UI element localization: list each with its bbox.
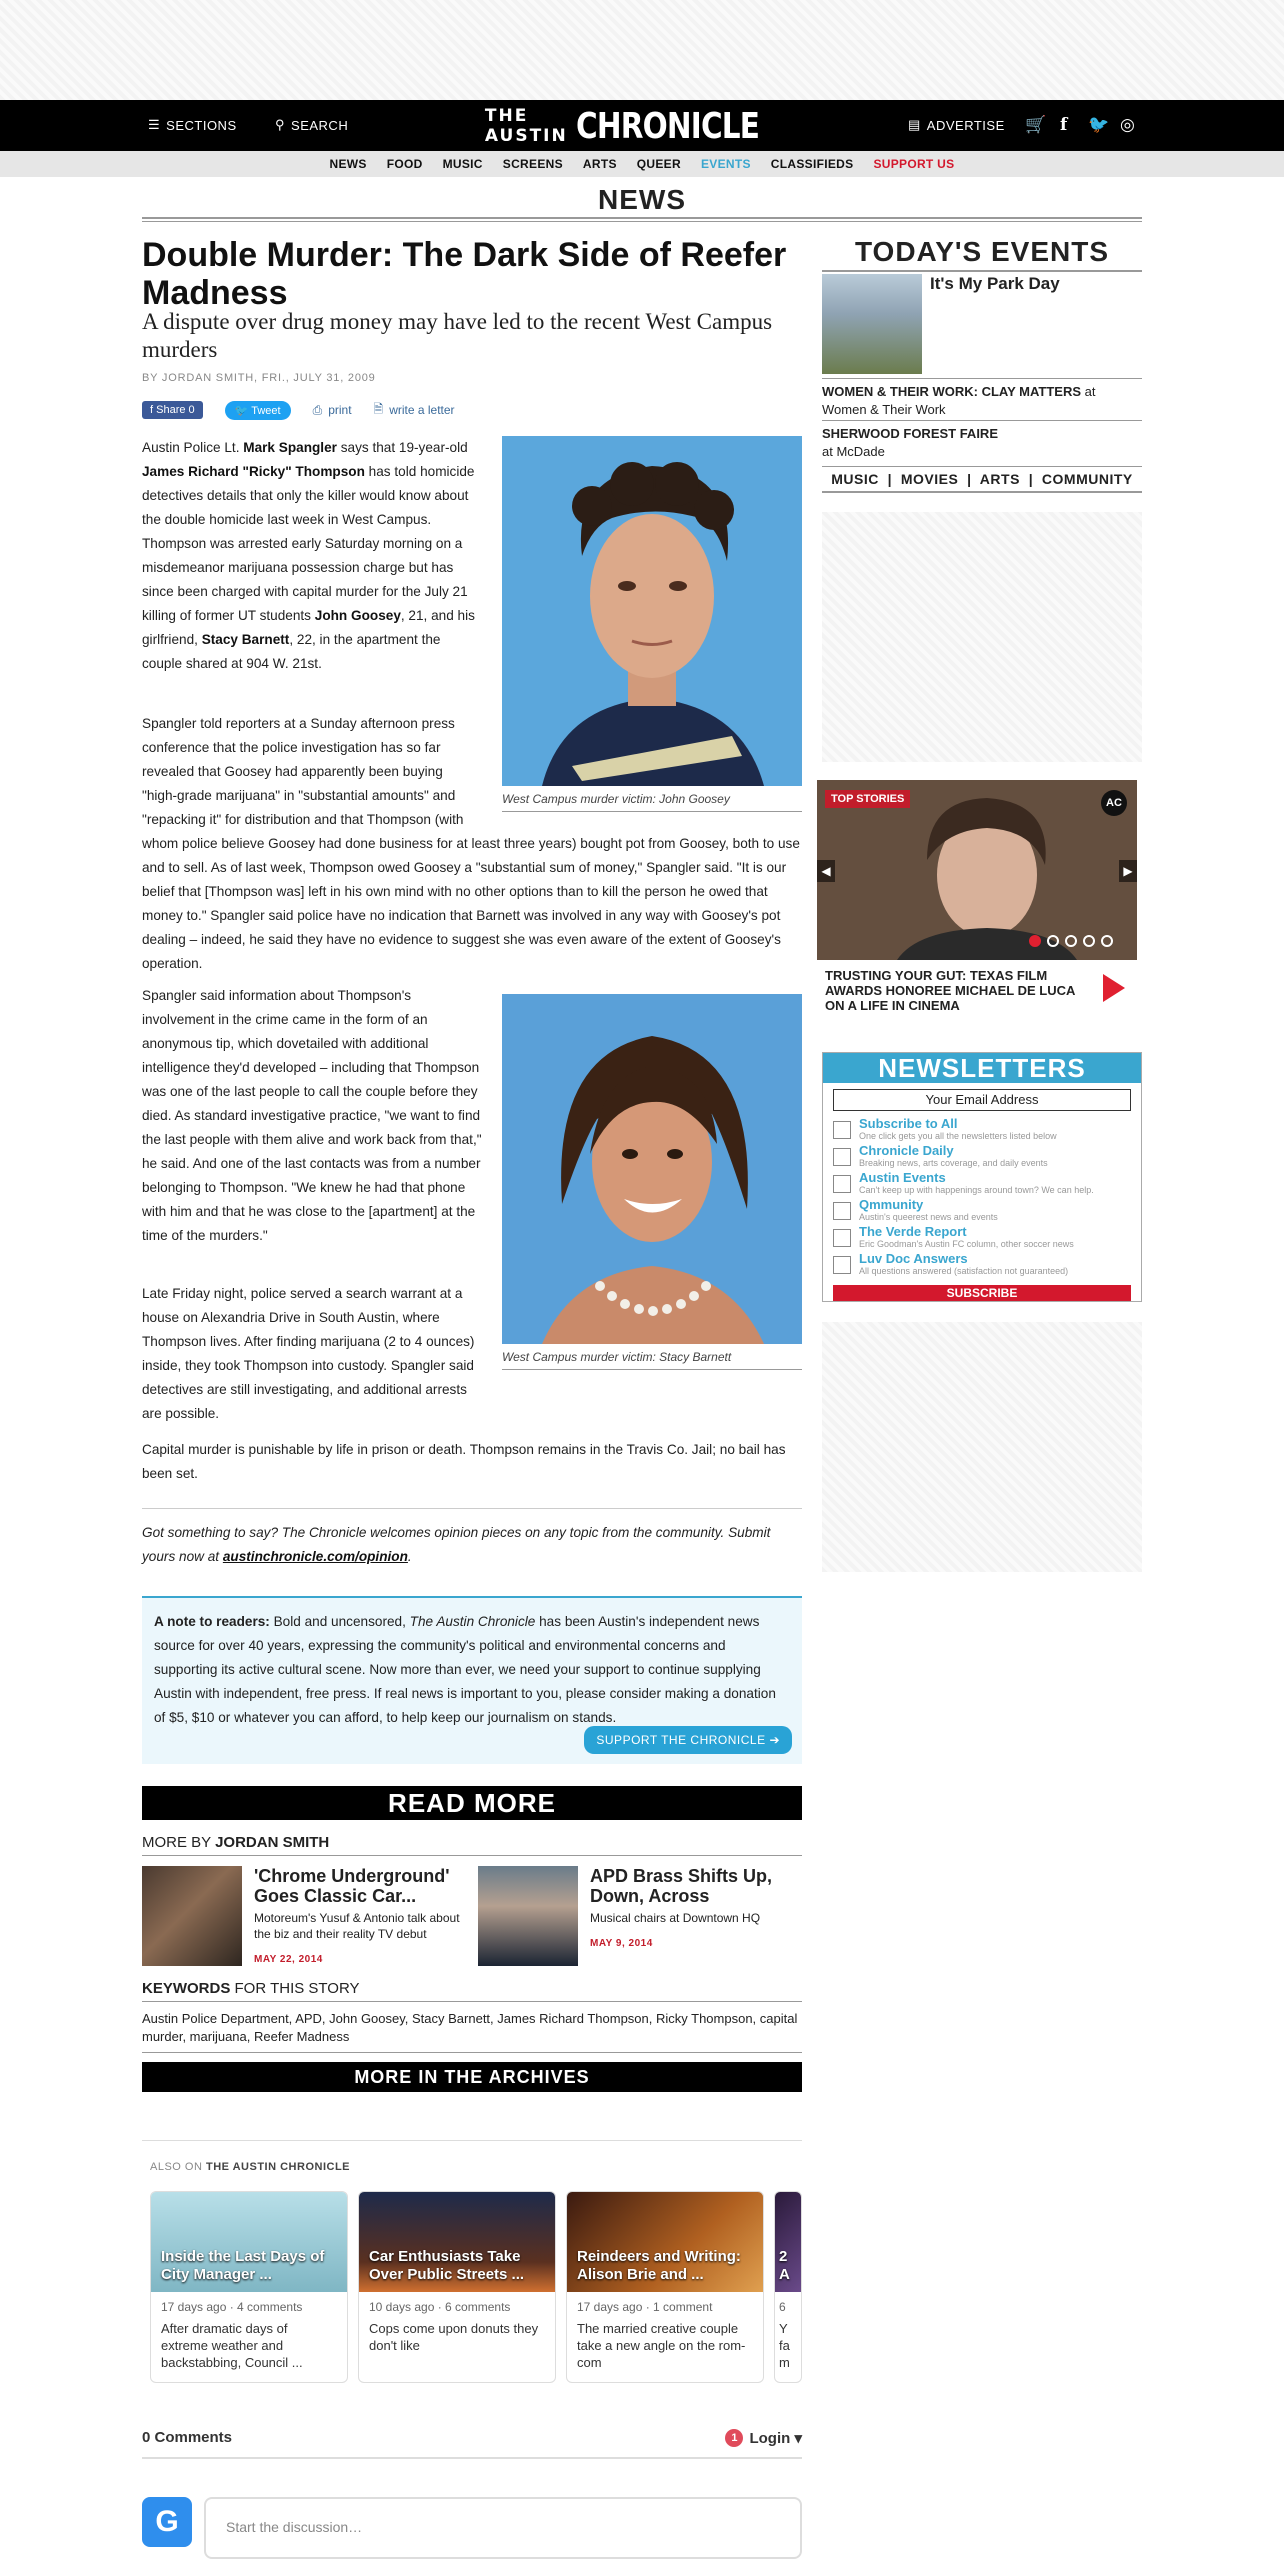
nav-arts[interactable]: ARTS: [582, 157, 617, 171]
newsletters-heading: NEWSLETTERS: [823, 1053, 1141, 1083]
top-story-title[interactable]: TRUSTING YOUR GUT: TEXAS FILM AWARDS HONOREE MICHAEL DE LUCA ON A LIFE IN CINEMA: [825, 968, 1075, 1013]
sidebar-ad-space: [822, 1322, 1142, 1572]
article-paragraph-5: Capital murder is punishable by life in prison or death. Thompson remains in the Travis Co. Jail; no bail has been set.: [142, 1442, 786, 1481]
top-navigation-bar: [0, 100, 1284, 151]
opinion-link[interactable]: austinchronicle.com/opinion: [222, 1549, 408, 1564]
top-ad-space: [0, 0, 1284, 100]
story-thumbnail: [142, 1866, 242, 1966]
nav-classifieds[interactable]: CLASSIFIEDS: [770, 157, 854, 171]
nav-support-us[interactable]: SUPPORT US: [873, 157, 955, 171]
carousel-dot[interactable]: [1083, 935, 1095, 947]
section-title: NEWS: [598, 184, 686, 215]
support-chronicle-button[interactable]: SUPPORT THE CHRONICLE ➔: [584, 1726, 792, 1754]
advertise-icon: ▤: [908, 117, 921, 132]
carousel-next-button[interactable]: [1119, 860, 1137, 882]
comment-input[interactable]: Start the discussion…: [204, 2497, 802, 2559]
document-icon: 🗎: [373, 401, 384, 416]
card-image: Reindeers and Writing: Alison Brie and ...: [567, 2192, 763, 2292]
twitter-icon: 🐦: [234, 404, 252, 417]
arrow-right-icon: ➔: [769, 1733, 780, 1747]
note-to-readers: A note to readers: Bold and uncensored, The Austin Chronicle has been Austin's independent news source for over 40 years, expressing the community's political and environmental concerns and supporting its active cultural scene. Now more than ever, we need your support to continue supplying Austin with independent, free press. If real news is important to you, please consider making a donation of $5, $10 or whatever you can afford, to help keep our journalism on stands. SUPPORT THE CHRONICLE ➔: [142, 1596, 802, 1764]
featured-event[interactable]: [822, 274, 1142, 376]
carousel-dot[interactable]: [1047, 935, 1059, 947]
subscribe-button[interactable]: SUBSCRIBE: [833, 1285, 1131, 1301]
newsletter-signup: [822, 1052, 1142, 1302]
play-arrow-icon[interactable]: [1103, 974, 1125, 1002]
more-by-card[interactable]: [478, 1866, 802, 1966]
sidebar-ad-space: [822, 512, 1142, 762]
instagram-icon[interactable]: ◎: [1120, 115, 1135, 134]
photo-caption: West Campus murder victim: John Goosey: [502, 786, 802, 812]
also-on-heading: ALSO ON THE AUSTIN CHRONICLE: [150, 2161, 351, 2173]
carousel-dot-active[interactable]: [1029, 935, 1041, 947]
hamburger-icon: ☰: [148, 117, 161, 132]
nav-screens[interactable]: SCREENS: [502, 157, 563, 171]
login-button[interactable]: 1 Login ▾: [725, 2429, 802, 2447]
card-image: Car Enthusiasts Take Over Public Streets ...: [359, 2192, 555, 2292]
checkbox[interactable]: [833, 1148, 851, 1166]
read-more-header: READ MORE: [142, 1786, 802, 1820]
chevron-right-icon: ▶: [1123, 864, 1133, 878]
link-arts[interactable]: ARTS: [979, 471, 1020, 487]
event-thumbnail: [822, 274, 922, 374]
comments-section: [142, 2140, 802, 2568]
event-listing[interactable]: SHERWOOD FOREST FAIRE at McDade: [822, 420, 1142, 461]
newsletter-option[interactable]: Chronicle Daily Breaking news, arts coverage, and daily events: [833, 1144, 1131, 1171]
site-logo[interactable]: THE AUSTIN CHRONICLE: [484, 105, 759, 147]
more-by-card[interactable]: [142, 1866, 472, 1966]
twitter-icon[interactable]: 🐦: [1088, 115, 1110, 134]
story-thumbnail: [478, 1866, 578, 1966]
newsletter-option[interactable]: Luv Doc Answers All questions answered (satisfaction not guaranteed): [833, 1252, 1131, 1279]
search-button[interactable]: ⚲ SEARCH: [275, 117, 349, 133]
article-paragraph-3: Spangler said information about Thompson's involvement in the crime came in the form of an anonymous tip, which dovetailed with additional intelligence they'd developed – including that Thompson was one of the last people to call the couple before they died. As standard investigative practice, "we want to find the last people with them alive and work back from that," he said. And one of the last contacts was from a number belonging to Thompson. "We knew he had that phone with him and that he was close to the [apartment] at the time of the murders.": [142, 988, 482, 1243]
checkbox[interactable]: [833, 1175, 851, 1193]
event-category-links: MUSIC | MOVIES | ARTS | COMMUNITY: [822, 466, 1142, 493]
email-field[interactable]: Your Email Address: [833, 1089, 1131, 1111]
carousel-dots: [1029, 935, 1113, 947]
checkbox[interactable]: [833, 1229, 851, 1247]
newsletter-option[interactable]: The Verde Report Eric Goodman's Austin FC column, other soccer news: [833, 1225, 1131, 1252]
print-link[interactable]: ⎙ print: [312, 402, 352, 417]
link-music[interactable]: MUSIC: [831, 471, 879, 487]
photo-caption: West Campus murder victim: Stacy Barnett: [502, 1344, 802, 1370]
carousel-dot[interactable]: [1065, 935, 1077, 947]
tweet-button[interactable]: 🐦 Tweet: [225, 401, 291, 420]
facebook-share-button[interactable]: f Share 0: [142, 401, 203, 419]
link-community[interactable]: COMMUNITY: [1041, 471, 1133, 487]
nav-news[interactable]: NEWS: [329, 157, 367, 171]
article-subtitle: A dispute over drug money may have led to the recent West Campus murders: [142, 309, 773, 362]
comment-count: 0 Comments: [142, 2429, 233, 2446]
keywords-list[interactable]: Austin Police Department, APD, John Goosey, Stacy Barnett, James Richard Thompson, Ricky Thompson, capital murder, marijuana, Reefer Madness: [142, 2010, 802, 2053]
carousel-prev-button[interactable]: [817, 860, 835, 882]
cart-icon[interactable]: 🛒: [1025, 115, 1047, 134]
card-image: Inside the Last Days of City Manager ...: [151, 2192, 347, 2292]
search-icon: ⚲: [275, 117, 286, 132]
printer-icon: ⎙: [312, 402, 323, 417]
share-toolbar: [142, 400, 455, 420]
nav-food[interactable]: FOOD: [386, 157, 423, 171]
avatar: G: [142, 2497, 192, 2547]
newsletter-option[interactable]: Austin Events Can't keep up with happenings around town? We can help.: [833, 1171, 1131, 1198]
nav-music[interactable]: MUSIC: [442, 157, 483, 171]
story-title[interactable]: APD Brass Shifts Up, Down, Across: [590, 1866, 773, 1906]
write-letter-link[interactable]: 🗎 write a letter: [374, 400, 455, 421]
nav-events[interactable]: EVENTS: [700, 157, 751, 171]
story-date: MAY 9, 2014: [590, 1938, 653, 1949]
article-title: Double Murder: The Dark Side of Reefer Madness: [142, 236, 787, 312]
section-navigation: [0, 151, 1284, 177]
event-listing[interactable]: WOMEN & THEIR WORK: CLAY MATTERS at Women & Their Work: [822, 378, 1142, 419]
facebook-icon: f: [150, 404, 157, 416]
related-discussion-card[interactable]: Car Enthusiasts Take Over Public Streets ... 10 days ago · 6 comments Cops come upon donuts they don't like: [358, 2191, 556, 2383]
article-paragraph-2: Spangler told reporters at a Sunday afternoon press conference that the police investigation has so far revealed that Goosey had apparently been buying "high-grade marijuana" in "substantial amounts" and "repacking it" for distribution and that Thompson (with whom police believe Goosey had done business for at least three years) bought pot from Goosey, both to use and to sell. As of last week, Thompson owed Goosey a "substantial sum of money," Spangler said. "It is our belief that [Thompson was] left in his own mind with no other options than to kill the person he owed that money to." Spangler said police have no indication that Barnett was involved in any way with Goosey's pot dealing – indeed, he said they have no evidence to suggest she was even aware of the extent of Goosey's operation.: [142, 716, 800, 971]
link-movies[interactable]: MOVIES: [900, 471, 959, 487]
more-by-author-heading: MORE BY JORDAN SMITH: [142, 1834, 802, 1856]
section-divider: [142, 217, 1142, 222]
story-description: Motoreum's Yusuf & Antonio talk about the biz and their reality TV debut: [254, 1911, 460, 1941]
author-link[interactable]: JORDAN SMITH: [215, 1834, 330, 1851]
chronicle-badge-icon: AC: [1101, 790, 1127, 816]
todays-events-heading: TODAY'S EVENTS: [822, 236, 1142, 272]
opinion-callout: Got something to say? The Chronicle welcomes opinion pieces on any topic from the community. Submit yours now at austinchronicle.com/opinion.: [142, 1508, 802, 1569]
card-image: 2 A: [775, 2192, 801, 2292]
story-date: MAY 22, 2014: [254, 1954, 323, 1965]
victim-photo-barnett: [502, 994, 802, 1344]
advertise-link[interactable]: ▤ ADVERTISE: [908, 117, 1005, 133]
checkbox[interactable]: [833, 1121, 851, 1139]
nav-queer[interactable]: QUEER: [636, 157, 681, 171]
facebook-icon[interactable]: f: [1060, 115, 1068, 135]
story-description: Musical chairs at Downtown HQ: [590, 1911, 761, 1925]
article-paragraph-1: Austin Police Lt. Mark Spangler says that 19-year-old James Richard "Ricky" Thompson has told homicide detectives details that only the killer would know about the double homicide last week in West Campus. Thompson was arrested early Saturday morning on a misdemeanor marijuana possession charge but has since been charged with capital murder for the July 21 killing of former UT students John Goosey, 21, and his girlfriend, Stacy Barnett, 22, in the apartment the couple shared at 904 W. 21st.: [142, 440, 475, 671]
top-stories-carousel[interactable]: [817, 780, 1137, 960]
article-paragraph-4: Late Friday night, police served a search warrant at a house on Alexandria Drive in South Austin, where Thompson lives. After finding marijuana (2 to 4 ounces) inside, they took Thompson into custody. Spangler said detectives are still investigating, and additional arrests are possible.: [142, 1286, 475, 1421]
related-discussion-card[interactable]: 2 A 6 Y fa m: [774, 2191, 802, 2383]
more-archives-button[interactable]: MORE IN THE ARCHIVES: [142, 2062, 802, 2092]
related-discussion-card[interactable]: Inside the Last Days of City Manager ... 17 days ago · 4 comments After dramatic days of extreme weather and backstabbing, Council ...: [150, 2191, 348, 2383]
newsletter-option[interactable]: Subscribe to All One click gets you all the newsletters listed below: [833, 1117, 1131, 1144]
notification-badge: 1: [725, 2429, 743, 2447]
story-title[interactable]: 'Chrome Underground' Goes Classic Car...: [254, 1866, 450, 1906]
event-title[interactable]: It's My Park Day: [930, 274, 1060, 293]
sections-menu-button[interactable]: ☰ SECTIONS: [148, 117, 237, 133]
checkbox[interactable]: [833, 1202, 851, 1220]
top-stories-tag: TOP STORIES: [825, 790, 910, 808]
checkbox[interactable]: [833, 1256, 851, 1274]
chevron-left-icon: ◀: [821, 864, 831, 878]
comments-header: [142, 2429, 802, 2459]
article-byline: BY JORDAN SMITH, FRI., JULY 31, 2009: [142, 372, 376, 384]
keywords-heading: KEYWORDS FOR THIS STORY: [142, 1980, 802, 2002]
carousel-dot[interactable]: [1101, 935, 1113, 947]
newsletter-option[interactable]: Qmmunity Austin's queerest news and events: [833, 1198, 1131, 1225]
photo-stacy-barnett: [502, 994, 802, 1370]
related-discussion-card[interactable]: Reindeers and Writing: Alison Brie and ... 17 days ago · 1 comment The married creative couple take a new angle on the rom-com: [566, 2191, 764, 2383]
